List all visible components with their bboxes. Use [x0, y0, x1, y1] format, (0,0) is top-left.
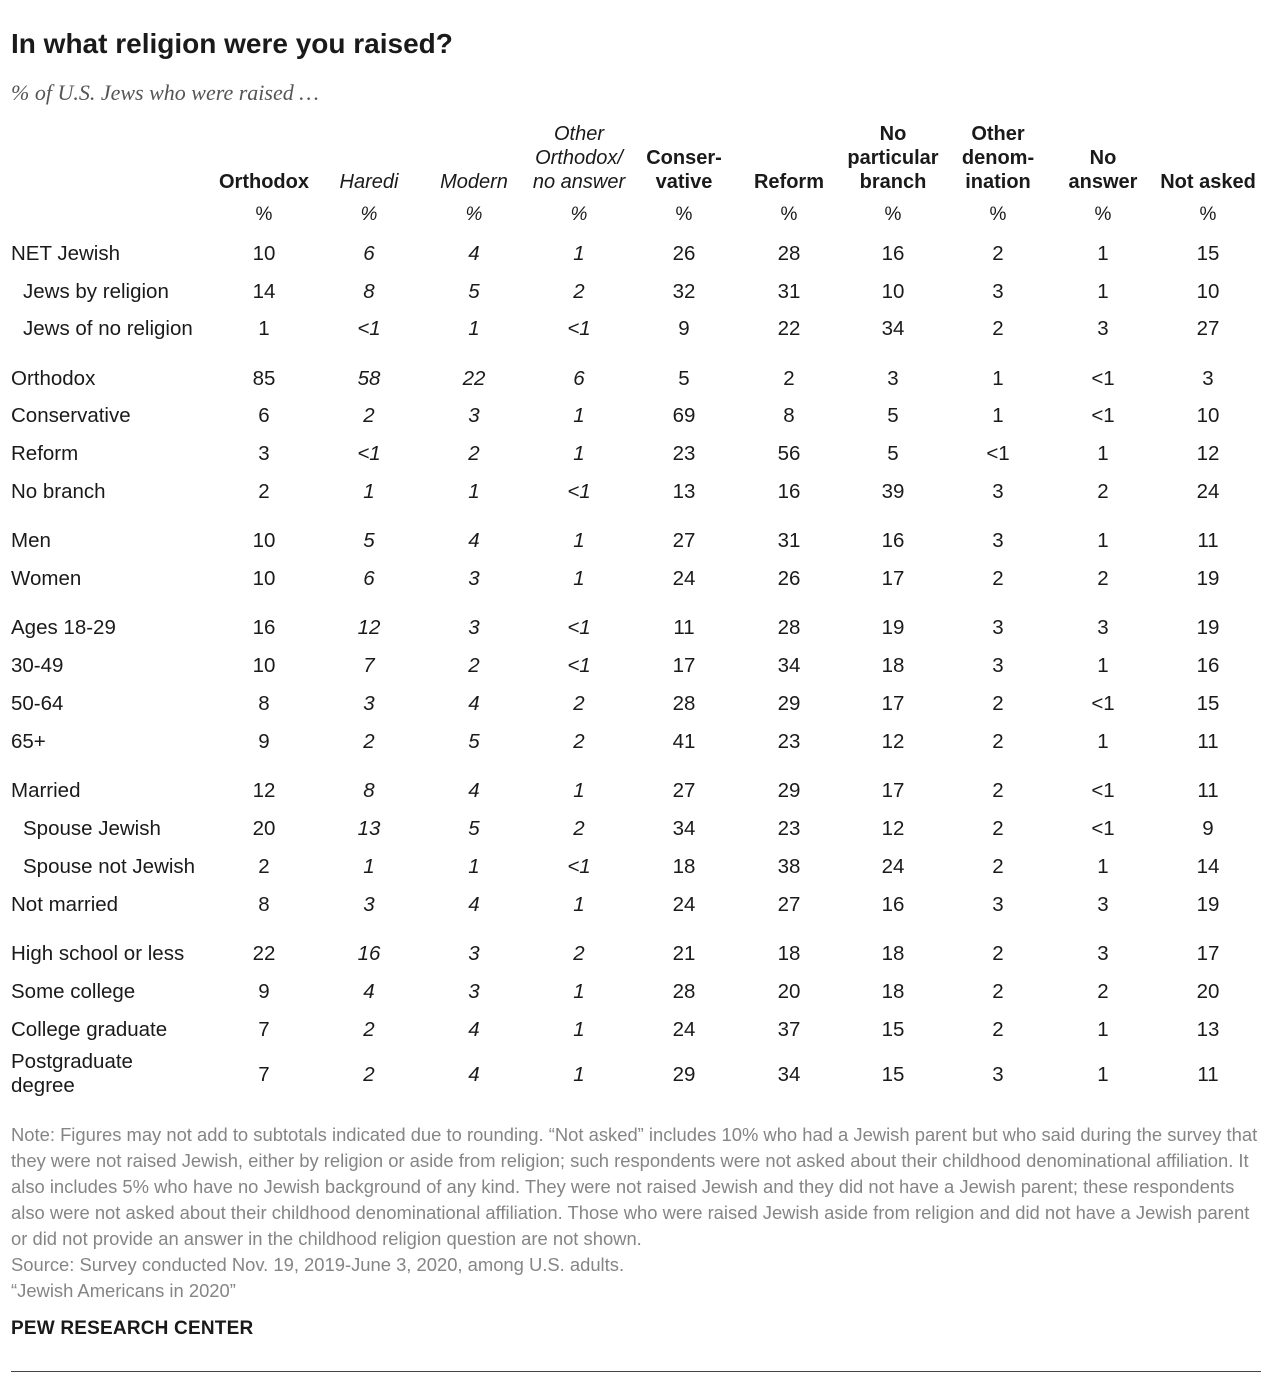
- table-cell: 10: [252, 654, 276, 677]
- table-cell: 3: [1097, 616, 1109, 639]
- table-cell: 18: [881, 942, 905, 965]
- table-cell: 2: [783, 367, 795, 390]
- chart-title: In what religion were you raised?: [11, 28, 453, 59]
- table-cell: 15: [881, 1018, 905, 1041]
- table-cell: 2: [992, 817, 1004, 840]
- table-cell: 1: [573, 893, 585, 916]
- chart-subtitle: % of U.S. Jews who were raised …: [11, 80, 319, 105]
- table-cell: 2: [992, 317, 1004, 340]
- table-cell: 1: [1097, 242, 1109, 265]
- row-label-line: degree: [11, 1074, 75, 1097]
- column-header-line: Not asked: [1160, 171, 1256, 193]
- table-cell: <1: [357, 442, 381, 465]
- table-cell: 69: [672, 404, 696, 427]
- table-cell: 2: [1097, 567, 1109, 590]
- source-text: Source: Survey conducted Nov. 19, 2019-June 3, 2020, among U.S. adults.: [11, 1254, 625, 1275]
- table-cell: 12: [881, 817, 905, 840]
- table-cell: 2: [992, 567, 1004, 590]
- table-cell: 1: [363, 855, 375, 878]
- table-cell: 1: [468, 480, 480, 503]
- row-label: [11, 279, 169, 305]
- column-header-line: No: [1089, 147, 1117, 169]
- brand-logo-text: PEW RESEARCH CENTER: [11, 1318, 254, 1339]
- table-cell: 19: [1196, 567, 1220, 590]
- table-cell: 1: [573, 242, 585, 265]
- table-cell: <1: [567, 480, 591, 503]
- table-cell: 2: [1097, 480, 1109, 503]
- table-cell: 20: [1196, 980, 1220, 1003]
- table-cell: 16: [881, 242, 905, 265]
- row-label: [11, 528, 51, 554]
- table-cell: 31: [777, 280, 801, 303]
- column-header-line: Orthodox: [219, 171, 309, 193]
- table-cell: 22: [777, 317, 801, 340]
- table-cell: <1: [1091, 692, 1115, 715]
- table-cell: 3: [363, 893, 375, 916]
- table-cell: 7: [258, 1018, 270, 1041]
- row-label: [11, 1017, 167, 1043]
- table-cell: 3: [468, 567, 480, 590]
- row-label: [11, 892, 118, 918]
- table-cell: 18: [672, 855, 696, 878]
- unit-label: %: [989, 204, 1007, 225]
- table-cell: 20: [252, 817, 276, 840]
- table-cell: 26: [672, 242, 696, 265]
- table-cell: 3: [992, 480, 1004, 503]
- table-cell: 4: [468, 779, 480, 802]
- table-cell: 19: [1196, 893, 1220, 916]
- table-cell: 4: [468, 1063, 480, 1086]
- row-label: [11, 316, 193, 342]
- table-cell: 1: [573, 442, 585, 465]
- table-cell: 1: [468, 855, 480, 878]
- table-cell: 3: [258, 442, 270, 465]
- table-cell: 9: [1202, 817, 1214, 840]
- column-header-line: Other: [971, 123, 1025, 145]
- table-cell: 17: [881, 779, 905, 802]
- table-cell: 3: [468, 980, 480, 1003]
- table-cell: 18: [881, 980, 905, 1003]
- table-cell: 3: [1097, 893, 1109, 916]
- table-cell: 1: [992, 404, 1004, 427]
- row-label-line: Women: [11, 567, 82, 590]
- row-label-line: Men: [11, 529, 51, 552]
- table-cell: <1: [1091, 404, 1115, 427]
- table-cell: 3: [992, 654, 1004, 677]
- table-cell: 1: [573, 529, 585, 552]
- table-cell: 1: [1097, 855, 1109, 878]
- bottom-rule: [11, 1371, 1261, 1372]
- table-cell: 58: [357, 367, 381, 390]
- table-cell: 23: [777, 817, 801, 840]
- report-title-text: “Jewish Americans in 2020”: [11, 1280, 236, 1301]
- table-cell: 3: [992, 893, 1004, 916]
- table-cell: 5: [887, 442, 899, 465]
- table-cell: 16: [252, 616, 276, 639]
- unit-label: %: [570, 204, 588, 225]
- row-label-line: Married: [11, 779, 81, 802]
- table-cell: 2: [992, 980, 1004, 1003]
- table-cell: 17: [1196, 942, 1220, 965]
- table-cell: 15: [1196, 692, 1220, 715]
- table-cell: 2: [363, 1018, 375, 1041]
- table-cell: 24: [672, 567, 696, 590]
- column-header-line: branch: [859, 171, 927, 193]
- column-header-line: answer: [1068, 171, 1138, 193]
- table-cell: 6: [363, 242, 375, 265]
- column-header-line: Haredi: [339, 171, 399, 193]
- row-label-line: 65+: [11, 730, 46, 753]
- table-cell: 2: [992, 692, 1004, 715]
- table-cell: <1: [986, 442, 1010, 465]
- row-label: [11, 1050, 133, 1098]
- table-cell: <1: [567, 616, 591, 639]
- unit-label: %: [1199, 204, 1217, 225]
- column-header-line: no answer: [532, 171, 626, 193]
- table-cell: 28: [777, 242, 801, 265]
- table-cell: 1: [573, 404, 585, 427]
- table-cell: 1: [1097, 280, 1109, 303]
- table-cell: 5: [363, 529, 375, 552]
- table-cell: 85: [252, 367, 276, 390]
- table-cell: 10: [252, 529, 276, 552]
- column-header-line: Reform: [753, 171, 824, 193]
- table-cell: <1: [1091, 779, 1115, 802]
- table-cell: 2: [573, 692, 585, 715]
- table-cell: 37: [777, 1018, 801, 1041]
- column-header-line: No: [879, 123, 907, 145]
- table-cell: 15: [1196, 242, 1220, 265]
- table-cell: 1: [1097, 730, 1109, 753]
- table-cell: 23: [672, 442, 696, 465]
- table-cell: 28: [672, 692, 696, 715]
- table-cell: 12: [252, 779, 276, 802]
- table-cell: 9: [678, 317, 690, 340]
- row-label-line: Jews by religion: [23, 280, 169, 303]
- table-cell: 28: [672, 980, 696, 1003]
- row-label: [11, 778, 81, 804]
- table-cell: 1: [468, 317, 480, 340]
- column-header-line: denom-: [961, 147, 1035, 169]
- table-cell: 12: [1196, 442, 1220, 465]
- table-cell: 1: [992, 367, 1004, 390]
- table-cell: 18: [777, 942, 801, 965]
- row-label-line: 30-49: [11, 654, 64, 677]
- table-cell: 10: [881, 280, 905, 303]
- table-cell: 1: [1097, 442, 1109, 465]
- row-label: [11, 979, 135, 1005]
- table-cell: <1: [357, 317, 381, 340]
- table-cell: 3: [1097, 317, 1109, 340]
- unit-label: %: [780, 204, 798, 225]
- unit-label: %: [675, 204, 693, 225]
- table-cell: 1: [573, 1018, 585, 1041]
- row-label-line: Conservative: [11, 404, 131, 427]
- row-label-line: High school or less: [11, 942, 185, 965]
- table-cell: 32: [672, 280, 696, 303]
- table-cell: 7: [258, 1063, 270, 1086]
- table-cell: 12: [357, 616, 381, 639]
- table-cell: 9: [258, 980, 270, 1003]
- table-cell: 17: [881, 692, 905, 715]
- table-cell: 11: [1197, 730, 1219, 753]
- row-label: [11, 241, 120, 267]
- table-cell: 16: [357, 942, 381, 965]
- table-cell: 24: [1196, 480, 1220, 503]
- table-cell: 4: [468, 529, 480, 552]
- row-label: [11, 653, 63, 679]
- unit-label: %: [465, 204, 483, 225]
- table-cell: <1: [1091, 367, 1115, 390]
- table-cell: 39: [881, 480, 905, 503]
- column-header-line: Other: [553, 123, 605, 145]
- table-cell: 7: [363, 654, 375, 677]
- table-cell: 3: [992, 616, 1004, 639]
- table-cell: 2: [363, 404, 375, 427]
- table-cell: 2: [363, 1063, 375, 1086]
- table-cell: 4: [468, 893, 480, 916]
- row-label-line: College graduate: [11, 1018, 168, 1041]
- table-cell: 1: [1097, 1063, 1109, 1086]
- table-cell: 1: [1097, 654, 1109, 677]
- table-cell: 5: [468, 730, 480, 753]
- table-cell: 6: [573, 367, 585, 390]
- table-cell: <1: [567, 317, 591, 340]
- table-cell: 24: [672, 893, 696, 916]
- table-cell: 5: [468, 280, 480, 303]
- table-cell: 5: [887, 404, 899, 427]
- table-cell: 3: [468, 404, 480, 427]
- row-label: [11, 403, 131, 429]
- table-cell: 26: [777, 567, 801, 590]
- unit-label: %: [360, 204, 378, 225]
- table-cell: 3: [992, 529, 1004, 552]
- row-label-line: Reform: [11, 442, 79, 465]
- row-label-line: No branch: [11, 480, 106, 503]
- table-cell: 1: [258, 317, 270, 340]
- table-cell: 11: [1197, 779, 1219, 802]
- note-text: Note: Figures may not add to subtotals indicated due to rounding. “Not asked” includes 10% who had a Jewish parent but who said during the survey that they were not raised Jewish, either by religion or aside from religion; such respondents were not asked about their childhood denominational affiliation. It also includes 5% who have no Jewish background of any kind. They were not raised Jewish and they did not have a Jewish parent; these respondents also were not asked about their childhood denominational affiliation. Those who were raised Jewish aside from religion and did not have a Jewish parent or did not provide an answer in the childhood religion question are not shown.: [11, 1124, 1258, 1249]
- table-cell: 24: [881, 855, 905, 878]
- table-cell: 27: [1196, 317, 1220, 340]
- table-cell: 2: [363, 730, 375, 753]
- column-header-line: ination: [965, 171, 1031, 193]
- table-cell: 14: [1196, 855, 1220, 878]
- table-cell: 2: [468, 442, 480, 465]
- table-cell: 31: [777, 529, 801, 552]
- table-cell: 5: [468, 817, 480, 840]
- table-cell: 1: [363, 480, 375, 503]
- table-cell: 34: [881, 317, 905, 340]
- table-cell: 1: [1097, 1018, 1109, 1041]
- row-label: [11, 479, 106, 505]
- table-cell: 2: [258, 855, 270, 878]
- table-cell: 6: [363, 567, 375, 590]
- table-cell: 8: [783, 404, 795, 427]
- table-cell: 34: [777, 1063, 801, 1086]
- row-label: [11, 729, 46, 755]
- table-cell: 13: [1196, 1018, 1220, 1041]
- row-label: [11, 366, 95, 392]
- table-cell: 1: [573, 980, 585, 1003]
- row-label-line: Some college: [11, 980, 136, 1003]
- unit-label: %: [884, 204, 902, 225]
- column-header-line: particular: [847, 147, 939, 169]
- table-cell: 2: [992, 242, 1004, 265]
- notes-block: [11, 1122, 1261, 1304]
- column-header-line: Modern: [440, 171, 508, 193]
- table-cell: 1: [573, 779, 585, 802]
- table-cell: 1: [573, 567, 585, 590]
- table-cell: 22: [462, 367, 486, 390]
- row-label: [11, 816, 161, 842]
- table-cell: 20: [777, 980, 801, 1003]
- table-cell: 8: [258, 692, 270, 715]
- row-label: [11, 615, 116, 641]
- table-cell: 3: [1097, 942, 1109, 965]
- table-cell: 2: [468, 654, 480, 677]
- column-header-line: vative: [655, 171, 713, 193]
- table-cell: 13: [672, 480, 696, 503]
- table-cell: 19: [881, 616, 905, 639]
- table-cell: 29: [672, 1063, 696, 1086]
- row-label: [11, 441, 78, 467]
- table-cell: 2: [258, 480, 270, 503]
- table-cell: 2: [573, 730, 585, 753]
- table-cell: 16: [777, 480, 801, 503]
- table-cell: 2: [573, 280, 585, 303]
- table-cell: 34: [777, 654, 801, 677]
- unit-label: %: [1094, 204, 1112, 225]
- row-label: [11, 941, 184, 967]
- table-cell: 3: [992, 280, 1004, 303]
- table-cell: 8: [363, 779, 375, 802]
- row-label-line: Postgraduate: [11, 1050, 133, 1073]
- table-cell: 4: [468, 1018, 480, 1041]
- table-cell: 9: [258, 730, 270, 753]
- row-label-line: Jews of no religion: [23, 317, 193, 340]
- table-cell: 2: [992, 942, 1004, 965]
- table-cell: 38: [777, 855, 801, 878]
- table-cell: 12: [881, 730, 905, 753]
- table-cell: 13: [357, 817, 381, 840]
- column-header-line: Orthodox/: [535, 147, 623, 169]
- table-cell: 24: [672, 1018, 696, 1041]
- table-cell: 16: [1196, 654, 1220, 677]
- row-label-line: 50-64: [11, 692, 64, 715]
- table-cell: 6: [258, 404, 270, 427]
- table-cell: 3: [992, 1063, 1004, 1086]
- row-label-line: Spouse not Jewish: [23, 855, 196, 878]
- unit-label: %: [255, 204, 273, 225]
- table-cell: 10: [1196, 404, 1220, 427]
- table-cell: 8: [363, 280, 375, 303]
- table-cell: <1: [1091, 817, 1115, 840]
- row-label-line: Orthodox: [11, 367, 96, 390]
- table-cell: 27: [777, 893, 801, 916]
- column-header-line: Conser-: [646, 147, 722, 169]
- table-cell: 23: [777, 730, 801, 753]
- table-cell: 5: [678, 367, 690, 390]
- table-cell: 18: [881, 654, 905, 677]
- table-cell: 41: [672, 730, 696, 753]
- row-label-line: Ages 18-29: [11, 616, 116, 639]
- table-cell: 3: [887, 367, 899, 390]
- table-cell: 27: [672, 529, 696, 552]
- table-cell: 21: [672, 942, 696, 965]
- table-cell: 34: [672, 817, 696, 840]
- table-cell: 2: [992, 779, 1004, 802]
- table-cell: 2: [992, 855, 1004, 878]
- table-cell: 29: [777, 692, 801, 715]
- table-cell: 2: [992, 1018, 1004, 1041]
- table-cell: 11: [1197, 529, 1219, 552]
- table-cell: 2: [992, 730, 1004, 753]
- table-cell: 8: [258, 893, 270, 916]
- table-cell: 17: [881, 567, 905, 590]
- row-label: [11, 566, 81, 592]
- table-cell: 11: [1197, 1063, 1219, 1086]
- table-cell: <1: [567, 654, 591, 677]
- table-cell: 29: [777, 779, 801, 802]
- table-cell: 1: [1097, 529, 1109, 552]
- table-cell: 4: [363, 980, 375, 1003]
- table-cell: 4: [468, 692, 480, 715]
- table-cell: 16: [881, 893, 905, 916]
- table-cell: 28: [777, 616, 801, 639]
- table-cell: 3: [468, 942, 480, 965]
- table-cell: 3: [1202, 367, 1214, 390]
- column-header-not-asked: [1133, 170, 1280, 194]
- table-cell: <1: [567, 855, 591, 878]
- table-cell: 17: [672, 654, 696, 677]
- table-cell: 27: [672, 779, 696, 802]
- table-cell: 15: [881, 1063, 905, 1086]
- table-cell: 10: [252, 567, 276, 590]
- table-cell: 16: [881, 529, 905, 552]
- table-cell: 2: [1097, 980, 1109, 1003]
- table-cell: 2: [573, 942, 585, 965]
- row-label-line: Spouse Jewish: [23, 817, 161, 840]
- row-label-line: NET Jewish: [11, 242, 120, 265]
- table-cell: 10: [1196, 280, 1220, 303]
- table-cell: 22: [252, 942, 276, 965]
- row-label: [11, 691, 63, 717]
- table-cell: 19: [1196, 616, 1220, 639]
- table-cell: 3: [363, 692, 375, 715]
- table-cell: 3: [468, 616, 480, 639]
- table-cell: 11: [673, 616, 695, 639]
- table-cell: 10: [252, 242, 276, 265]
- table-cell: 1: [573, 1063, 585, 1086]
- table-cell: 14: [252, 280, 276, 303]
- row-label: [11, 854, 195, 880]
- row-label-line: Not married: [11, 893, 119, 916]
- table-cell: 56: [777, 442, 801, 465]
- table-cell: 2: [573, 817, 585, 840]
- table-cell: 4: [468, 242, 480, 265]
